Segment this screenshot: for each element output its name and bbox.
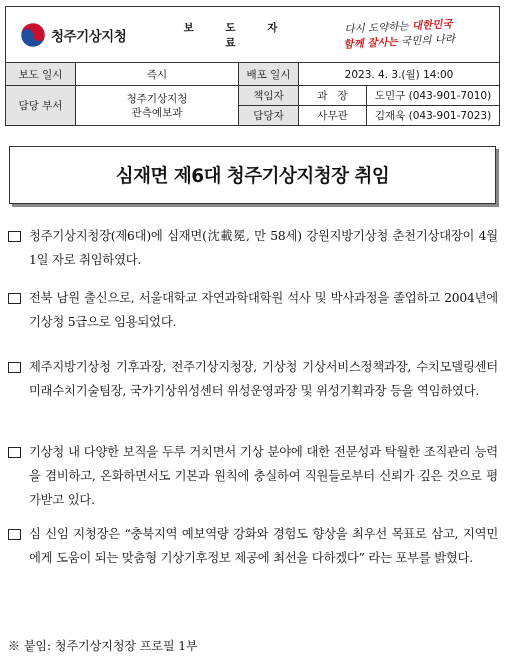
contact-contact: 김재욱 (043-901-7023) [367, 106, 500, 126]
dept-value [76, 86, 239, 126]
paragraph-4 [8, 440, 498, 512]
headline-text: 심재면 제6대 청주기상지청장 취임 [115, 166, 390, 187]
checkbox-bullet-icon [8, 447, 21, 458]
agency-name: 청주기상지청 [51, 28, 127, 45]
slogan-line1-highlight: 대한민국 [411, 17, 453, 32]
dept-label: 담당 부서 [6, 86, 76, 126]
dept-value-line2: 관측예보과 [131, 106, 183, 119]
release-label: 보도 일시 [6, 63, 76, 86]
paragraph-2 [8, 286, 498, 334]
paragraph-text: 전북 남원 출신으로, 서울대학교 자연과학대학원 석사 및 박사과정을 졸업하고 2004년에 기상청 5급으로 임용되었다. [29, 291, 498, 329]
paragraph-1 [8, 224, 498, 272]
checkbox-bullet-icon [8, 293, 21, 304]
slogan [342, 17, 455, 53]
checkbox-bullet-icon [8, 231, 21, 242]
checkbox-bullet-icon [8, 529, 21, 540]
slogan-cell [299, 7, 500, 63]
slogan-line2-suffix: 국민의 나라 [397, 32, 456, 48]
responsible-label: 책임자 [239, 86, 299, 106]
slogan-line1-prefix: 다시 도약하는 [344, 19, 413, 36]
headline [9, 146, 496, 204]
dept-value-line1: 청주기상지청 [126, 92, 188, 105]
paragraph-text: 제주지방기상청 기후과장, 전주기상지청장, 기상청 기상서비스정책과장, 수치모델링센터 미래수치기술팀장, 국가기상위성센터 위성운영과장 및 위성기획과장 등을 역임하였다. [29, 360, 498, 398]
contact-label: 담당자 [239, 106, 299, 126]
paragraph-text: 심 신임 지청장은 “충북지역 예보역량 강화와 경험도 향상을 최우선 목표로 삼고, 지역민에게 도움이 되는 맞춤형 기상기후정보 제공에 최선을 다하겠다” 라는 포부를 밝혔다. [29, 527, 498, 565]
contact-title: 사무관 [299, 106, 367, 126]
paragraph-text: 기상청 내 다양한 보직을 두루 거치면서 기상 분야에 대한 전문성과 탁월한 조직관리 능력을 겸비하고, 온화하면서도 기본과 원칙에 충실하여 직원들로부터 신뢰가 깊은 것으로 평가받고 있다. [29, 445, 498, 507]
distribution-label: 배포 일시 [239, 63, 299, 86]
taegeuk-logo-icon [20, 22, 46, 48]
logo-cell [6, 7, 163, 63]
paragraph-text: 청주기상지청장(제6대)에 심재면(沈載冕, 만 58세) 강원지방기상청 춘천기상대장이 4월 1일 자로 취임하였다. [29, 229, 498, 267]
paragraph-3 [8, 355, 498, 403]
responsible-contact: 도민구 (043-901-7010) [367, 86, 500, 106]
slogan-line2-highlight: 함께 잘사는 [343, 35, 398, 51]
release-value: 즉시 [76, 63, 239, 86]
checkbox-bullet-icon [8, 362, 21, 373]
press-header-table [5, 6, 500, 126]
distribution-value: 2023. 4. 3.(월) 14:00 [299, 63, 500, 86]
paragraph-5 [8, 522, 498, 570]
attachment-note: ※ 붙임: 청주기상지청장 프로필 1부 [8, 639, 198, 653]
responsible-title: 과 장 [299, 86, 367, 106]
press-release-title: 보 도 자 료 [163, 7, 299, 63]
